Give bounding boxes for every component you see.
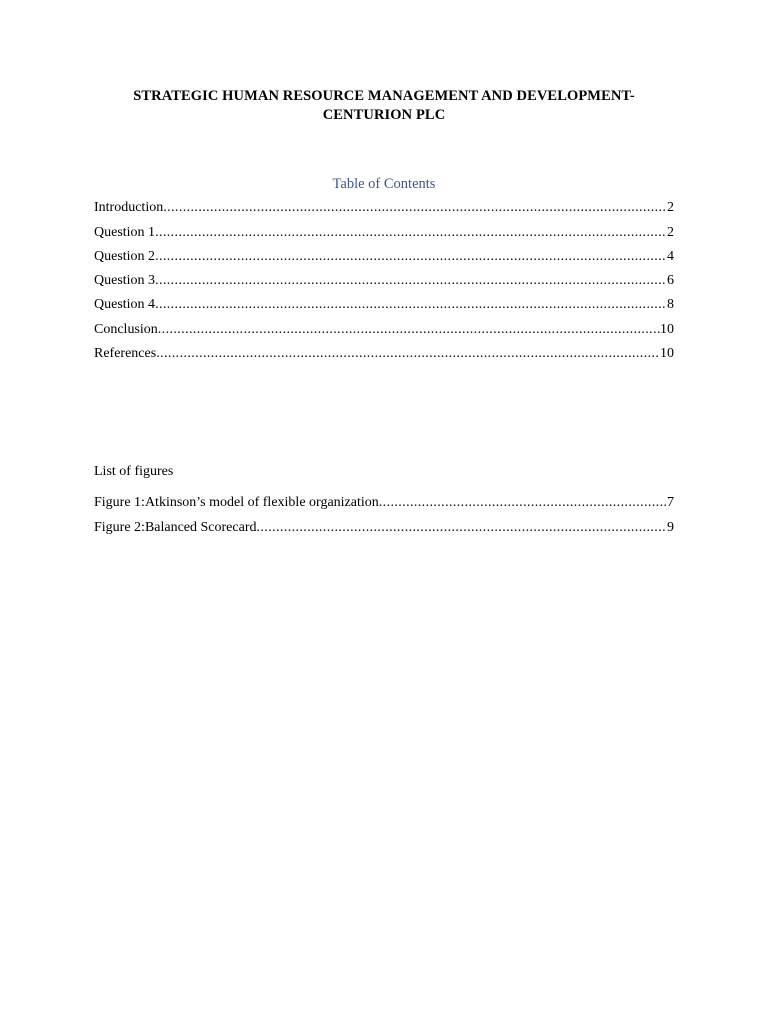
toc-entry-page: 4 bbox=[667, 248, 674, 264]
toc-dot-leader bbox=[156, 345, 660, 363]
toc-entry-question-2[interactable] bbox=[94, 242, 674, 266]
figure-entry-label: Figure 2:Balanced Scorecard bbox=[94, 519, 257, 535]
toc-entry-introduction[interactable] bbox=[94, 193, 674, 217]
toc-entry-page: 10 bbox=[660, 346, 674, 362]
toc-entry-label: Introduction bbox=[94, 200, 164, 216]
toc-dot-leader bbox=[155, 296, 667, 314]
toc-entry-page: 2 bbox=[667, 224, 674, 240]
toc-entry-question-1[interactable] bbox=[94, 217, 674, 241]
toc-entry-label: Question 2 bbox=[94, 248, 156, 264]
toc-dot-leader bbox=[158, 321, 660, 339]
toc-entry-page: 8 bbox=[667, 297, 674, 313]
toc-dot-leader bbox=[163, 199, 667, 217]
document-title-line-2: CENTURION PLC bbox=[322, 107, 446, 123]
toc-entry-question-4[interactable] bbox=[94, 290, 674, 314]
toc-entry-page: 6 bbox=[667, 273, 674, 289]
figure-entry-label: Figure 1:Atkinson’s model of flexible organization bbox=[94, 495, 379, 511]
figure-entry-page: 9 bbox=[667, 519, 674, 535]
toc-entry-label: Question 1 bbox=[94, 224, 156, 240]
toc-entry-references[interactable] bbox=[94, 339, 674, 363]
toc-entry-label: Question 3 bbox=[94, 273, 156, 289]
toc-entry-label: Question 4 bbox=[94, 297, 156, 313]
document-title bbox=[94, 87, 674, 125]
list-of-figures-heading: List of figures bbox=[94, 464, 174, 479]
toc-entry-page: 2 bbox=[667, 200, 674, 216]
list-of-figures bbox=[94, 488, 674, 537]
figure-dot-leader bbox=[257, 519, 668, 537]
toc-entry-label: References bbox=[94, 346, 157, 362]
figure-dot-leader bbox=[379, 494, 667, 512]
document-title-line-1: STRATEGIC HUMAN RESOURCE MANAGEMENT AND DEVELOPMENT- bbox=[133, 88, 635, 104]
toc-dot-leader bbox=[155, 272, 667, 290]
toc-dot-leader bbox=[155, 248, 667, 266]
toc-entry-label: Conclusion bbox=[94, 321, 158, 337]
table-of-contents bbox=[94, 193, 674, 363]
toc-dot-leader bbox=[155, 224, 667, 242]
figure-entry-page: 7 bbox=[667, 495, 674, 511]
toc-entry-page: 10 bbox=[660, 321, 674, 337]
figure-entry-1[interactable] bbox=[94, 488, 674, 512]
figure-entry-2[interactable] bbox=[94, 512, 674, 536]
toc-heading: Table of Contents bbox=[332, 176, 436, 192]
toc-entry-question-3[interactable] bbox=[94, 266, 674, 290]
toc-entry-conclusion[interactable] bbox=[94, 314, 674, 338]
